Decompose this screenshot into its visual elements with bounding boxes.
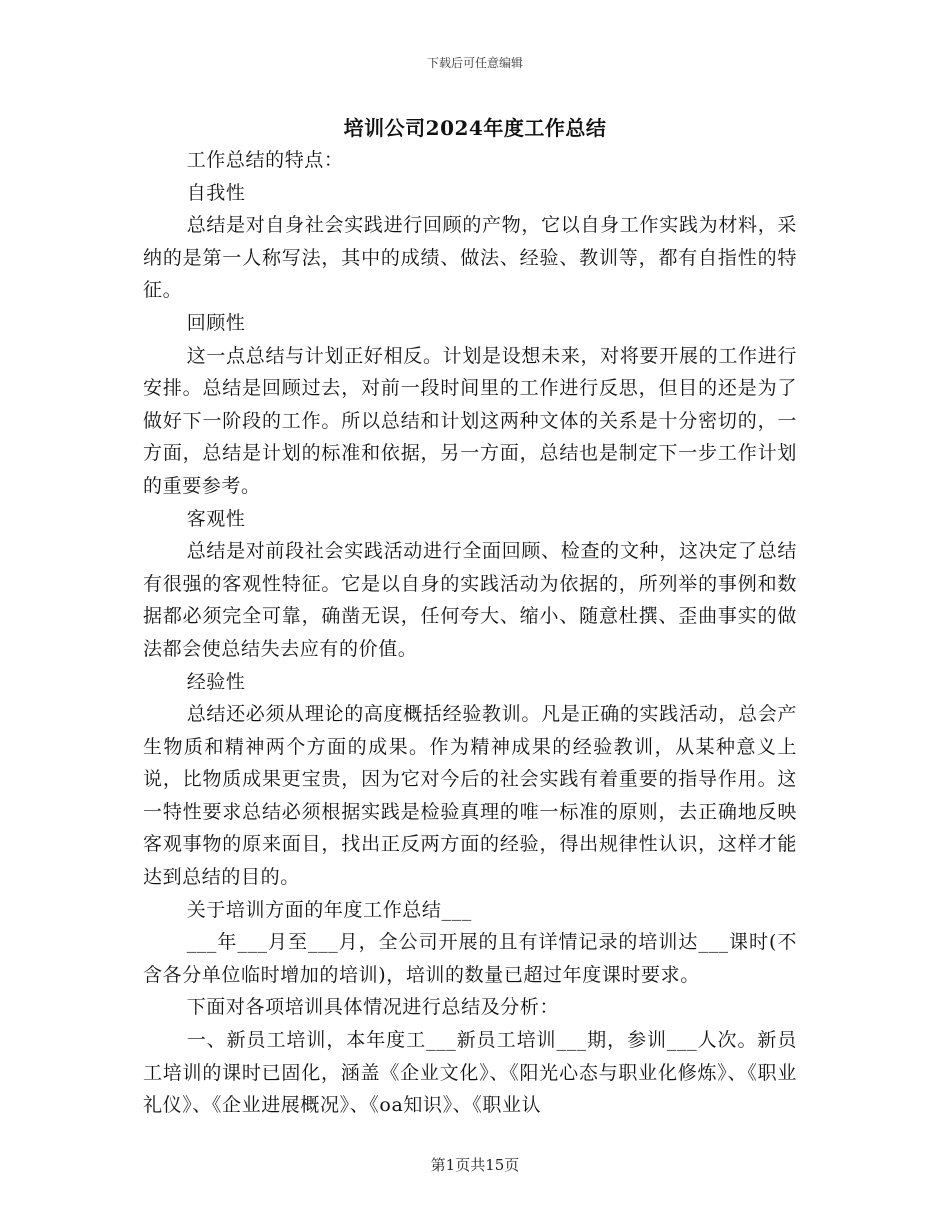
page-header: 下载后可任意编辑 bbox=[426, 56, 523, 70]
paragraph: 回顾性 bbox=[186, 311, 246, 334]
paragraph: 总结还必须从理论的高度概括经验教训。凡是正确的实践活动，总会产生物质和精神两个方面的成果。作为精神成果的经验教训，从某种意义上说，比物质成果更宝贵，因为它对今后的社会实践有着重要的指导作用。这一特性要求总结必须根据实践是检验真理的唯一标准的原则，去正确地反映客观事物的原来面目，找出正反两方面的经验，得出规律性认识，这样才能达到总结的目的。 bbox=[143, 703, 797, 889]
paragraph: 关于培训方面的年度工作总结___ bbox=[186, 898, 472, 921]
page-footer: 第1页共15页 bbox=[430, 1156, 520, 1174]
paragraph: 一、新员工培训，本年度工___新员工培训___期，参训___人次。新员工培训的课时已固化，涵盖《企业文化》、《阳光心态与职业化修炼》、《职业礼仪》、《企业进展概况》、《oa知识》、《职业认 bbox=[143, 1029, 797, 1117]
paragraph: 工作总结的特点： bbox=[186, 149, 344, 171]
paragraph: 这一点总结与计划正好相反。计划是设想未来，对将要开展的工作进行安排。总结是回顾过去，对前一段时间里的工作进行反思，但目的还是为了做好下一阶段的工作。所以总结和计划这两种文体的关系是十分密切的，一方面，总结是计划的标准和依据，另一方面，总结也是制定下一步工作计划的重要参考。 bbox=[143, 344, 797, 497]
document-body bbox=[143, 144, 797, 1122]
paragraph: 总结是对前段社会实践活动进行全面回顾、检查的文种，这决定了总结有很强的客观性特征。它是以自身的实践活动为依据的，所列举的事例和数据都必须完全可靠，确凿无误，任何夸大、缩小、随意杜撰、歪曲事实的做法都会使总结失去应有的价值。 bbox=[143, 540, 797, 660]
paragraph: 总结是对自身社会实践进行回顾的产物，它以自身工作实践为材料，采纳的是第一人称写法，其中的成绩、做法、经验、教训等，都有自指性的特征。 bbox=[143, 214, 797, 302]
paragraph: 下面对各项培训具体情况进行总结及分析： bbox=[186, 996, 560, 1019]
paragraph: 客观性 bbox=[186, 507, 246, 530]
paragraph: 经验性 bbox=[186, 670, 246, 693]
paragraph: ___年___月至___月，全公司开展的且有详情记录的培训达___课时(不含各分单位临时增加的培训)，培训的数量已超过年度课时要求。 bbox=[143, 931, 797, 986]
document-title: 培训公司2024年度工作总结 bbox=[343, 116, 607, 140]
paragraph: 自我性 bbox=[186, 181, 246, 204]
